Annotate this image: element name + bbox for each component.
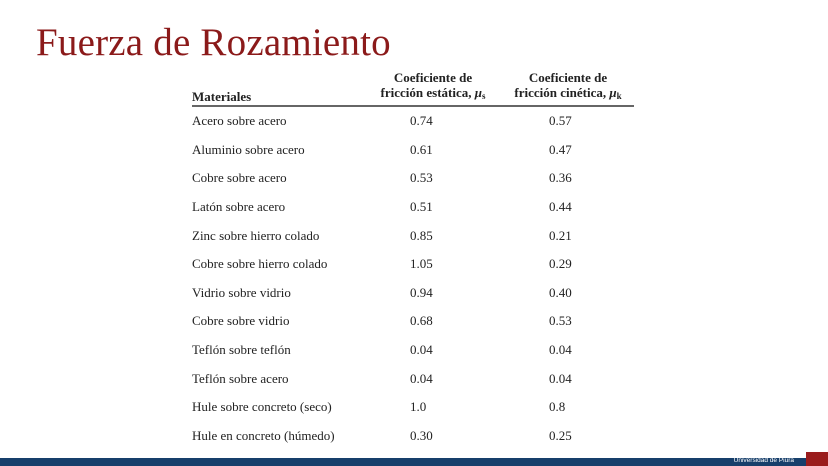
static-coefficient-cell: 0.68	[410, 313, 433, 329]
table-row	[192, 221, 634, 250]
kinetic-coefficient-cell: 0.21	[549, 227, 572, 243]
material-cell: Teflón sobre acero	[192, 370, 289, 386]
table-row	[192, 279, 634, 308]
header-kinetic-line2: fricción cinética,	[514, 85, 607, 100]
material-cell: Hule sobre concreto (seco)	[192, 399, 332, 415]
kinetic-coefficient-cell: 0.57	[549, 113, 572, 129]
table-row	[192, 250, 634, 279]
material-cell: Cobre sobre hierro colado	[192, 256, 328, 272]
static-coefficient-cell: 1.05	[410, 256, 433, 272]
table-row	[192, 422, 634, 451]
kinetic-coefficient-cell: 0.8	[549, 399, 566, 415]
kinetic-coefficient-cell: 0.40	[549, 284, 572, 300]
static-coefficient-cell: 0.30	[410, 427, 433, 443]
header-static-coefficient	[364, 70, 502, 106]
static-coefficient-cell: 0.74	[410, 113, 433, 129]
material-cell: Cobre sobre acero	[192, 170, 287, 186]
static-coefficient-cell: 0.53	[410, 170, 433, 186]
table-row	[192, 106, 634, 136]
static-coefficient-cell: 0.85	[410, 227, 433, 243]
kinetic-coefficient-cell: 0.04	[549, 370, 572, 386]
friction-coefficients-table	[192, 70, 634, 450]
static-coefficient-cell: 0.04	[410, 342, 433, 358]
table-row	[192, 307, 634, 336]
static-coefficient-cell: 0.94	[410, 284, 433, 300]
friction-table-container	[192, 70, 634, 450]
table-row	[192, 364, 634, 393]
kinetic-coefficient-cell: 0.25	[549, 427, 572, 443]
kinetic-coefficient-cell: 0.47	[549, 141, 572, 157]
mu-k-symbol: μ	[609, 85, 617, 100]
material-cell: Cobre sobre vidrio	[192, 313, 290, 329]
header-kinetic-coefficient	[502, 70, 634, 106]
material-cell: Acero sobre acero	[192, 113, 287, 129]
table-row	[192, 136, 634, 165]
material-cell: Aluminio sobre acero	[192, 141, 305, 157]
table-row	[192, 393, 634, 422]
mu-k-subscript: k	[616, 91, 622, 101]
header-kinetic-line1: Coeficiente de	[528, 70, 608, 85]
kinetic-coefficient-cell: 0.36	[549, 170, 572, 186]
static-coefficient-cell: 0.04	[410, 370, 433, 386]
footer-institution: Universidad de Piura	[733, 457, 794, 464]
table-row	[192, 336, 634, 365]
material-cell: Hule en concreto (húmedo)	[192, 427, 335, 443]
header-static-line1: Coeficiente de	[393, 70, 473, 85]
table-header-row	[192, 70, 634, 106]
material-cell: Teflón sobre teflón	[192, 342, 291, 358]
mu-s-subscript: s	[481, 91, 486, 101]
static-coefficient-cell: 0.61	[410, 141, 433, 157]
material-cell: Zinc sobre hierro colado	[192, 227, 320, 243]
table-row	[192, 193, 634, 222]
slide-title: Fuerza de Rozamiento	[36, 21, 391, 64]
material-cell: Latón sobre acero	[192, 199, 286, 215]
kinetic-coefficient-cell: 0.53	[549, 313, 572, 329]
footer-accent-block	[806, 452, 828, 466]
kinetic-coefficient-cell: 0.44	[549, 199, 572, 215]
static-coefficient-cell: 0.51	[410, 199, 433, 215]
table-row	[192, 164, 634, 193]
footer-bar	[0, 458, 828, 466]
mu-s-symbol: μ	[474, 85, 482, 100]
static-coefficient-cell: 1.0	[410, 399, 427, 415]
material-cell: Vidrio sobre vidrio	[192, 284, 291, 300]
kinetic-coefficient-cell: 0.04	[549, 342, 572, 358]
kinetic-coefficient-cell: 0.29	[549, 256, 572, 272]
header-materials: Materiales	[192, 89, 252, 104]
header-static-line2: fricción estática,	[380, 85, 472, 100]
